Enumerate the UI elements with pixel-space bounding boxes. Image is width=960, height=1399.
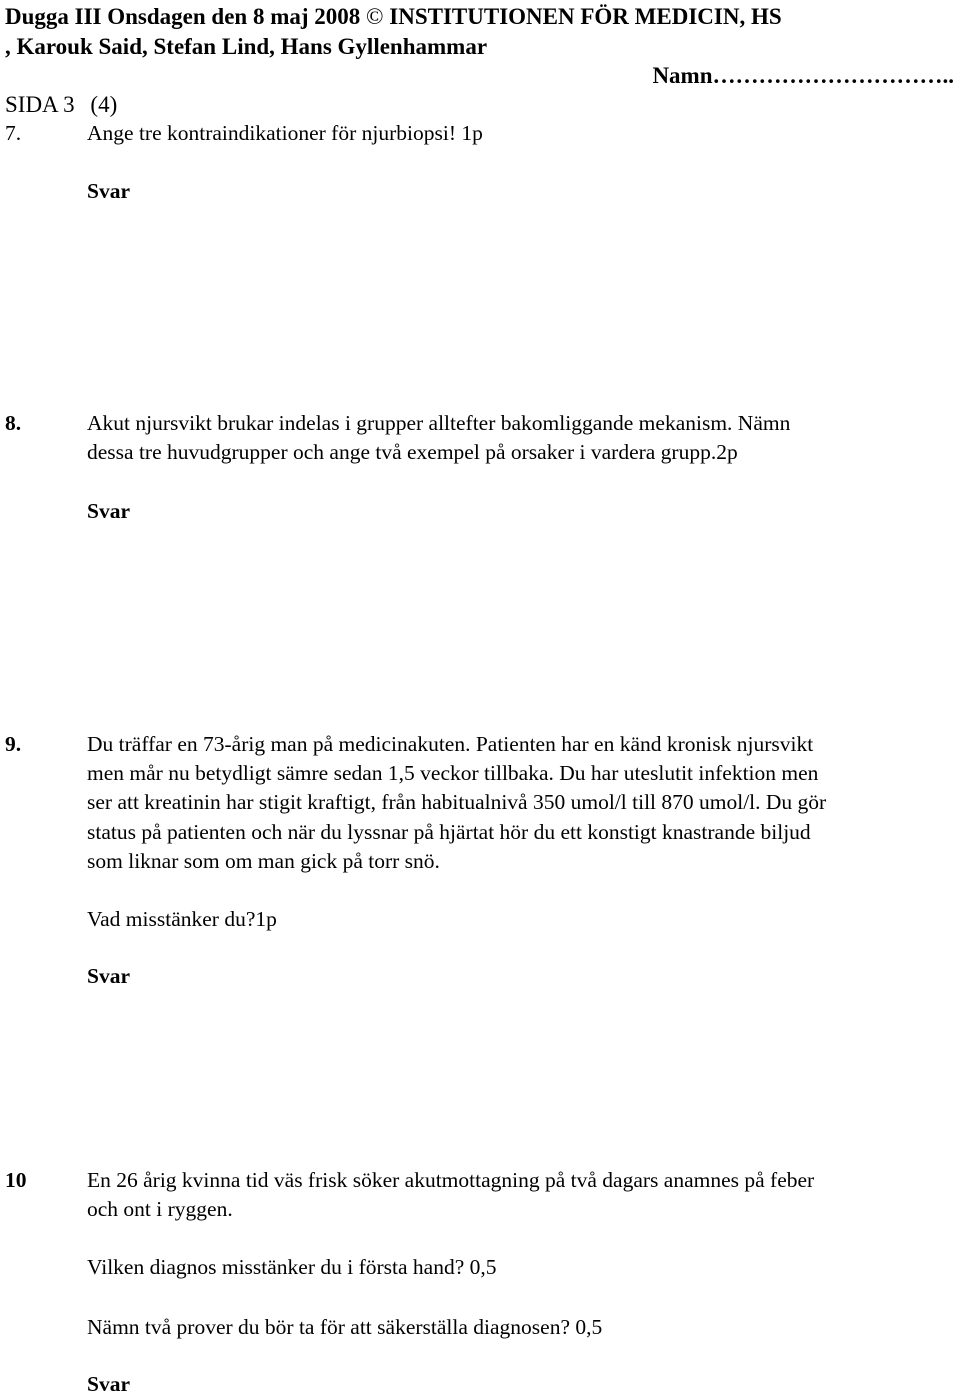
question-9-text	[87, 730, 947, 876]
copyright-icon: ©	[366, 4, 384, 29]
question-8-line: dessa tre huvudgrupper och ange två exempel på orsaker i vardera grupp.2p	[87, 440, 738, 465]
question-10-subquestion-1: Vilken diagnos misstänker du i första hand? 0,5	[87, 1255, 497, 1279]
question-7-text: Ange tre kontraindikationer för njurbiopsi! 1p	[87, 121, 483, 145]
question-9-line: men mår nu betydligt sämre sedan 1,5 veckor tillbaka. Du har uteslutit infektion men	[87, 761, 819, 786]
header-title-line	[5, 3, 782, 31]
question-9-line: som liknar som om man gick på torr snö.	[87, 848, 440, 873]
question-8-number: 8.	[5, 411, 22, 435]
question-10-number: 10	[5, 1168, 27, 1192]
question-10-line: och ont i ryggen.	[87, 1197, 233, 1222]
institution-name: INSTITUTIONEN FÖR MEDICIN, HS	[389, 4, 782, 29]
question-9-subquestion: Vad misstänker du?1p	[87, 907, 277, 931]
question-8-text	[87, 409, 947, 467]
page-total: (4)	[90, 92, 118, 117]
authors-line: , Karouk Said, Stefan Lind, Hans Gyllenhammar	[5, 34, 488, 59]
question-8-answer-label: Svar	[87, 499, 130, 523]
exam-title: Dugga III Onsdagen den 8 maj 2008	[5, 4, 361, 29]
question-7-number: 7.	[5, 121, 22, 145]
page-label: SIDA	[5, 92, 58, 117]
question-9-answer-label: Svar	[87, 964, 130, 988]
question-9-line: status på patienten och när du lyssnar på hjärtat hör du ett konstigt knastrande biljud	[87, 819, 811, 844]
page-number: 3	[63, 92, 75, 117]
question-8-line: Akut njursvikt brukar indelas i grupper alltefter bakomliggande mekanism. Nämn	[87, 411, 791, 435]
question-9-line: Du träffar en 73-årig man på medicinakuten. Patienten har en känd kronisk njursvikt	[87, 732, 814, 756]
question-10-answer-label: Svar	[87, 1372, 130, 1396]
name-field: Namn…………………………..	[652, 63, 954, 88]
question-7-answer-label: Svar	[87, 179, 130, 203]
question-10-line: En 26 årig kvinna tid väs frisk söker akutmottagning på två dagars anamnes på feber	[87, 1168, 815, 1192]
question-10-subquestion-2: Nämn två prover du bör ta för att säkerställa diagnosen? 0,5	[87, 1315, 603, 1339]
question-9-number: 9.	[5, 732, 22, 756]
page-indicator	[5, 91, 117, 119]
question-10-text	[87, 1166, 947, 1224]
question-9-line: ser att kreatinin har stigit kraftigt, från habitualnivå 350 umol/l till 870 umol/l. Du gör	[87, 790, 827, 815]
